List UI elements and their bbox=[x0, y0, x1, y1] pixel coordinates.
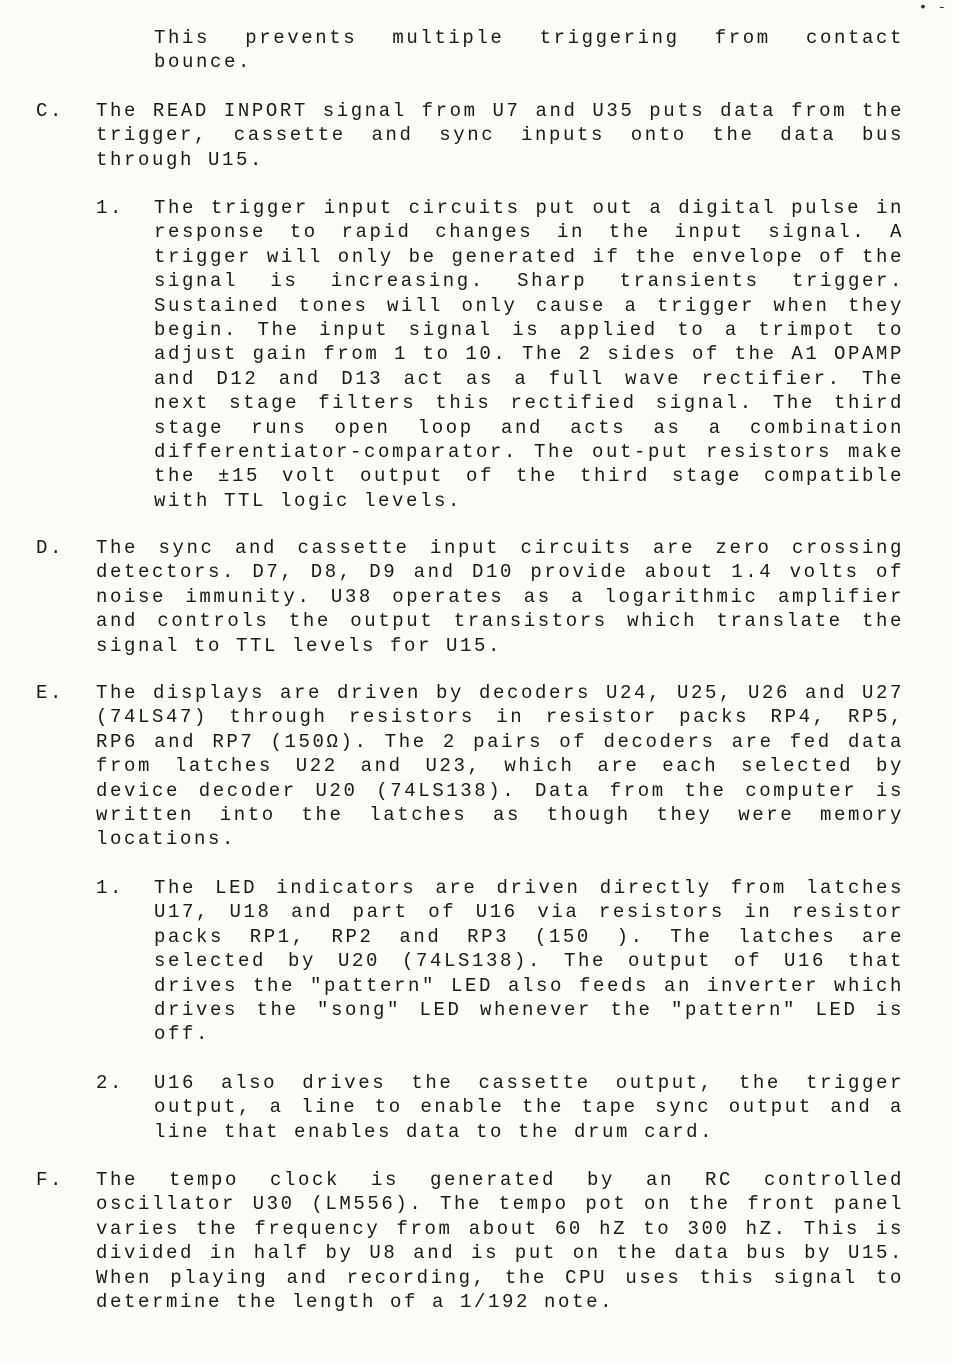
section-e-item-1-marker: 1. bbox=[96, 877, 125, 899]
section-d-paragraph: The sync and cassette input circuits are zero crossing detectors. D7, D8, D9 and D10 provide about 1.4 volts of noise immunity. U38 operates as a logarithmic amplifier and controls the output transistors which translate the signal to TTL levels for U15. bbox=[96, 537, 904, 657]
section-c-marker: C. bbox=[36, 100, 65, 122]
corner-mark: • - bbox=[918, 0, 947, 16]
section-d-marker: D. bbox=[36, 537, 65, 559]
section-e-marker: E. bbox=[36, 682, 65, 704]
section-c-item-1-marker: 1. bbox=[96, 197, 125, 219]
section-f-paragraph: The tempo clock is generated by an RC controlled oscillator U30 (LM556). The tempo pot on the front panel varies the frequency from about 60 hZ to 300 hZ. This is divided in half by U8 and is put on the data bus by U15. When playing and recording, the CPU uses this signal to determine the length of a 1/192 note. bbox=[96, 1169, 904, 1314]
intro-paragraph: This prevents multiple triggering from contact bounce. bbox=[154, 27, 904, 74]
section-e-item-2-marker: 2. bbox=[96, 1072, 125, 1094]
section-c-item-1-paragraph: The trigger input circuits put out a digital pulse in response to rapid changes in the input signal. A trigger will only be generated if the envelope of the signal is increasing. Sharp transients trigger. Sustained tones will only cause a trigger when they begin. The input signal is applied to a trimpot to adjust gain from 1 to 10. The 2 sides of the A1 OPAMP and D12 and D13 act as a full wave rectifier. The next stage filters this rectified signal. The third stage runs open loop and acts as a combination differentiator-comparator. The out-put resistors make the ±15 volt output of the third stage compatible with TTL logic levels. bbox=[154, 197, 904, 512]
section-c-paragraph: The READ INPORT signal from U7 and U35 puts data from the trigger, cassette and sync inputs onto the data bus through U15. bbox=[96, 100, 904, 171]
section-e-paragraph: The displays are driven by decoders U24, U25, U26 and U27 (74LS47) through resistors in resistor packs RP4, RP5, RP6 and RP7 (150Ω). The 2 pairs of decoders are fed data from latches U22 and U23, which are each selected by device decoder U20 (74LS138). Data from the computer is written into the latches as though they were memory locations. bbox=[96, 682, 904, 851]
section-e-item-1-paragraph: The LED indicators are driven directly from latches U17, U18 and part of U16 via resistors in resistor packs RP1, RP2 and RP3 (150 ). The latches are selected by U20 (74LS138). The output of U16 that drives the "pattern" LED also feeds an inverter which drives the "song" LED whenever the "pattern" LED is off. bbox=[154, 877, 904, 1046]
section-e-item-2-paragraph: U16 also drives the cassette output, the trigger output, a line to enable the tape sync output and a line that enables data to the drum card. bbox=[154, 1072, 904, 1143]
section-f-marker: F. bbox=[36, 1169, 65, 1191]
